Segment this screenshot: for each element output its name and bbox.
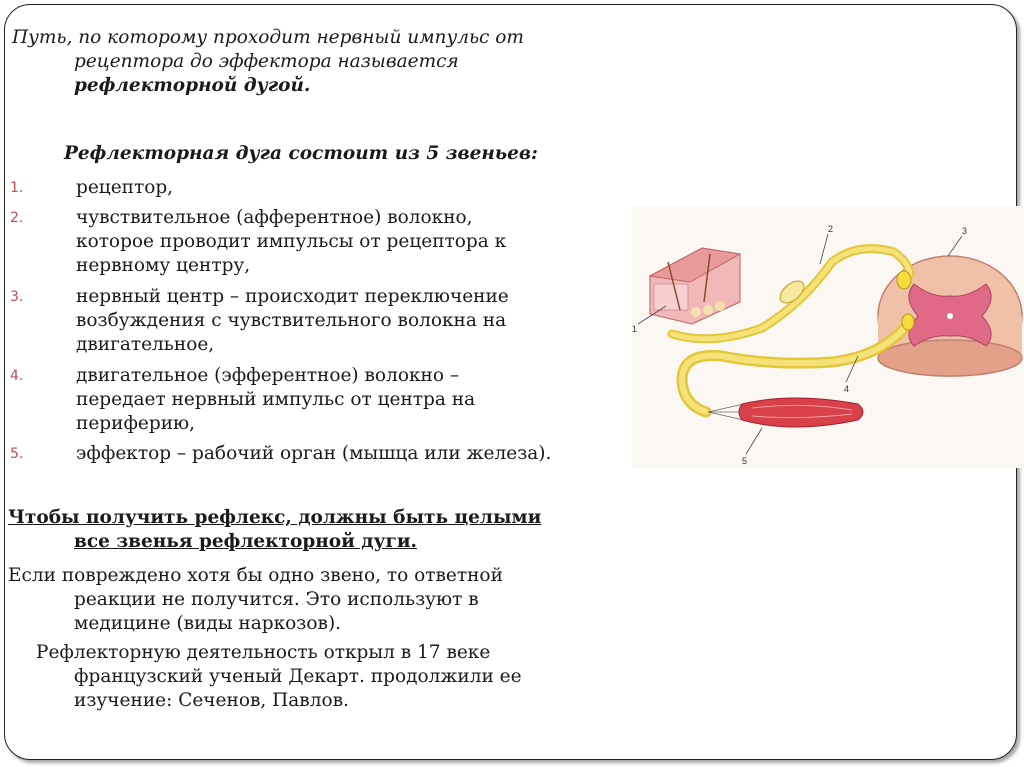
list-line: нервный центр – происходит переключение xyxy=(76,286,509,307)
damage-line-1: Если повреждено хотя бы одно звено, то ответной xyxy=(8,565,503,586)
intro-line-2: рецептора до эффектора называется xyxy=(74,51,459,72)
rule-line-1: Чтобы получить рефлекс, должны быть целыми xyxy=(8,507,542,528)
reflex-arc-illustration xyxy=(632,206,1024,468)
label-3: 3 xyxy=(962,226,968,236)
history-line-2: французский ученый Декарт. продолжили ее xyxy=(74,666,522,687)
list-number: 3. xyxy=(10,289,24,305)
list-line: нервному центру, xyxy=(76,255,251,276)
damage-line-2: реакции не получится. Это используют в xyxy=(74,589,479,610)
intro-line-1: Путь, по которому проходит нервный импульс от xyxy=(12,27,524,48)
list-item-text xyxy=(76,442,616,466)
rule-line-2: все звенья рефлекторной дуги. xyxy=(74,531,417,552)
list-line: передает нервный импульс от центра на xyxy=(76,389,476,410)
list-line: двигательное (эфферентное) волокно – xyxy=(76,365,460,386)
intro-line-3: рефлекторной дугой. xyxy=(74,75,311,96)
list-number: 4. xyxy=(10,368,24,384)
motor-neuron-icon xyxy=(902,314,914,330)
list-number: 1. xyxy=(10,180,24,196)
history-line-1: Рефлекторную деятельность открыл в 17 веке xyxy=(36,642,491,663)
list-line: возбуждения с чувствительного волокна на xyxy=(76,310,507,331)
list-number: 5. xyxy=(10,446,24,462)
damage-line-3: медицине (виды наркозов). xyxy=(74,613,342,634)
list-number: 2. xyxy=(10,210,24,226)
label-4: 4 xyxy=(844,384,850,394)
list-item-text xyxy=(76,176,596,200)
label-5: 5 xyxy=(742,456,748,466)
list-line: периферию, xyxy=(76,413,196,434)
list-line: рецептор, xyxy=(76,177,174,198)
history-line-3: изучение: Сеченов, Павлов. xyxy=(74,690,349,711)
list-item-text xyxy=(76,364,596,436)
list-item-text xyxy=(76,206,596,278)
list-heading: Рефлекторная дуга состоит из 5 звеньев: xyxy=(64,143,538,164)
list-line: которое проводит импульсы от рецептора к xyxy=(76,231,507,252)
list-line: эффектор – рабочий орган (мышца или железа). xyxy=(76,443,552,464)
list-line: двигательное, xyxy=(76,334,215,355)
list-item-text xyxy=(76,285,596,357)
list-line: чувствительное (афферентное) волокно, xyxy=(76,207,473,228)
sensory-neuron-icon xyxy=(897,271,911,289)
label-2: 2 xyxy=(828,224,834,234)
label-1: 1 xyxy=(632,324,638,334)
